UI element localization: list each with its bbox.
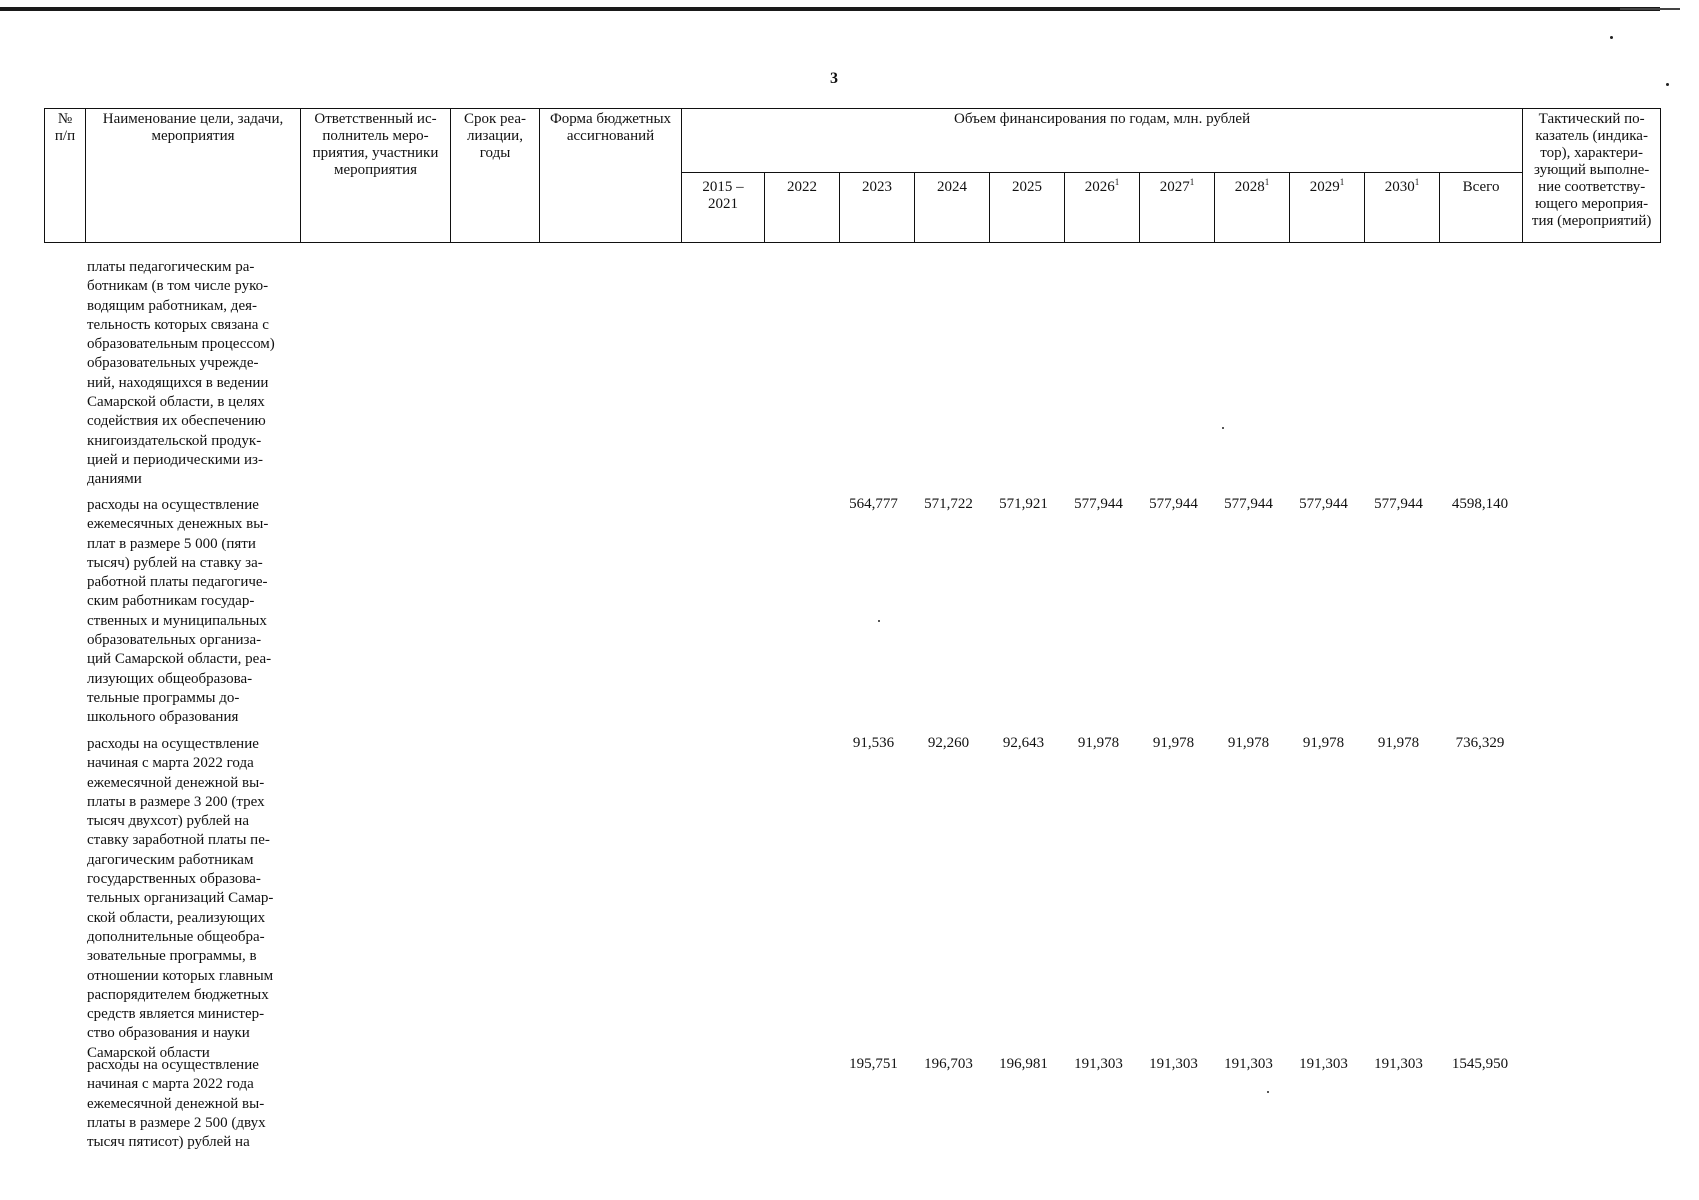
header-year: 2029$^1$ xyxy=(1290,173,1365,243)
value-total: 4598,140 xyxy=(1451,496,1509,512)
header-year: 2015 – 2021 xyxy=(682,173,765,243)
value-2025: 92,643 xyxy=(1002,735,1045,751)
scan-speck xyxy=(1666,83,1669,86)
value-2023: 564,777 xyxy=(849,496,898,512)
value-2030: 577,944 xyxy=(1374,496,1423,512)
value-2029: 91,978 xyxy=(1302,735,1345,751)
header-name: Наименование цели, задачи, мероприятия xyxy=(86,109,301,243)
header-executor: Ответственный ис-полнитель меро-приятия, участники мероприятия xyxy=(301,109,451,243)
value-2023: 195,751 xyxy=(849,1056,898,1072)
header-year: 2022 xyxy=(765,173,840,243)
value-2028: 91,978 xyxy=(1227,735,1270,751)
header-year: 2023 xyxy=(840,173,915,243)
value-2026: 191,303 xyxy=(1074,1056,1123,1072)
value-2023: 91,536 xyxy=(852,735,895,751)
header-term: Срок реа-лизации, годы xyxy=(451,109,540,243)
scan-speck xyxy=(1610,36,1613,39)
scan-speck xyxy=(878,620,880,622)
top-rule-fragment xyxy=(1620,8,1680,10)
value-2024: 196,703 xyxy=(924,1056,973,1072)
value-total: 736,329 xyxy=(1455,735,1505,751)
value-2026: 577,944 xyxy=(1074,496,1123,512)
value-2025: 196,981 xyxy=(999,1056,1048,1072)
top-rule xyxy=(0,7,1660,11)
page-number: 3 xyxy=(830,70,838,87)
value-2025: 571,921 xyxy=(999,496,1048,512)
value-2029: 191,303 xyxy=(1299,1056,1348,1072)
header-year: 2025 xyxy=(990,173,1065,243)
header-year: 2027$^1$ xyxy=(1140,173,1215,243)
header-budget-form: Форма бюджетных ассигнований xyxy=(540,109,682,243)
value-2024: 571,722 xyxy=(924,496,973,512)
value-total: 1545,950 xyxy=(1451,1056,1509,1072)
header-funding: Объем финансирования по годам, млн. рублей xyxy=(682,109,1523,173)
value-2027: 191,303 xyxy=(1149,1056,1198,1072)
value-2024: 92,260 xyxy=(927,735,970,751)
header-year: 2026$^1$ xyxy=(1065,173,1140,243)
table-header xyxy=(44,108,1661,243)
value-2030: 191,303 xyxy=(1374,1056,1423,1072)
row-description: расходы на осуществление начиная с марта 2022 года ежемесячной денежной вы- платы в размере 3 200 (трех тысяч двухсот) рублей на ставку заработной платы пе- дагогическим работникам государственных образова- тельных организаций Самар- ской области, реализующих дополнительные общеобра- зовательные программы, в отношении которых главным распорядителем бюджетных средств является министер- ство образования и науки Самарской области xyxy=(87,736,274,1061)
value-2028: 577,944 xyxy=(1224,496,1273,512)
value-2029: 577,944 xyxy=(1299,496,1348,512)
header-year: 2030$^1$ xyxy=(1365,173,1440,243)
value-2028: 191,303 xyxy=(1224,1056,1273,1072)
value-2027: 91,978 xyxy=(1152,735,1195,751)
header-total: Всего xyxy=(1440,173,1523,243)
scan-speck xyxy=(1267,1091,1269,1093)
value-2030: 91,978 xyxy=(1377,735,1420,751)
row-description: расходы на осуществление ежемесячных денежных вы- плат в размере 5 000 (пяти тысяч) рублей на ставку за- работной платы педагогиче- ским работникам государ- ственных и муниципальных образовательных организа- ций Самарской области, реа- лизующих общеобразова- тельные программы до- школьного образования xyxy=(87,497,272,726)
row-description: расходы на осуществление начиная с марта 2022 года ежемесячной денежной вы- платы в размере 2 500 (двух тысяч пятисот) рублей на xyxy=(87,1057,266,1151)
row-description: платы педагогическим ра- ботникам (в том числе руко- водящим работникам, дея- тельность которых связана с образовательным процессом) образовательных учрежде- ний, находящихся в ведении Самарской области, в целях содействия их обеспечению книгоиздательской продук- цией и периодическими из- даниями xyxy=(87,259,275,488)
value-2027: 577,944 xyxy=(1149,496,1198,512)
value-2026: 91,978 xyxy=(1077,735,1120,751)
header-number: № п/п xyxy=(45,109,86,243)
header-indicator: Тактический по-казатель (индика-тор), характери-зующий выполне-ние соответству-ющего мероприя-тия (мероприятий) xyxy=(1523,109,1661,243)
scan-speck xyxy=(1222,427,1224,429)
header-year: 2028$^1$ xyxy=(1215,173,1290,243)
header-year: 2024 xyxy=(915,173,990,243)
